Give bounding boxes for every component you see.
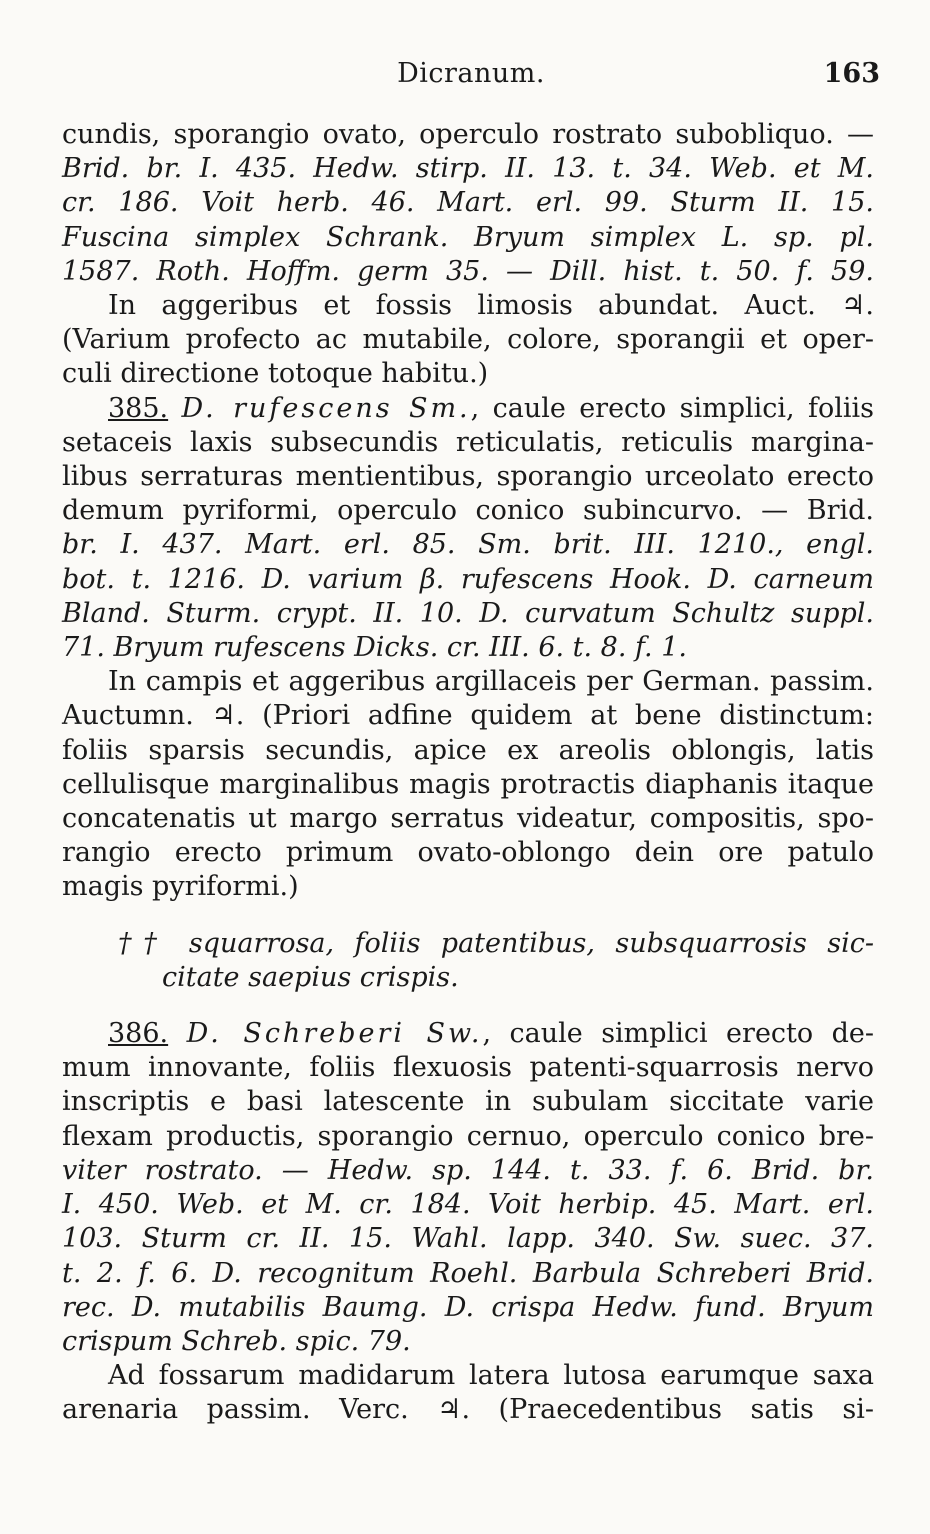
- text-line: mum innovante, foliis flexuosis patenti-squarrosis nervo: [62, 1052, 874, 1084]
- entry-number: 386.: [108, 1018, 169, 1050]
- diagnosis-start: caule erecto simplici, foliis: [492, 392, 875, 424]
- page-header: [62, 58, 880, 98]
- citation-line: I. 450. Web. et M. cr. 184. Voit herbip. 45. Mart. erl.: [62, 1189, 874, 1221]
- citation-line: bot. t. 1216. D. varium β. rufescens Hook. D. carneum: [62, 563, 874, 595]
- text-line: culi directione totoque habitu.): [62, 358, 489, 390]
- text-line: concatenatis ut margo serratus videatur, compositis, spo-: [62, 803, 874, 835]
- text-line: arenaria passim. Verc. ♃. (Praecedentibus satis si-: [62, 1394, 874, 1426]
- citation-line: Fuscina simplex Schrank. Bryum simplex L. sp. pl.: [62, 221, 874, 253]
- citation-line: 103. Sturm cr. II. 15. Wahl. lapp. 340. Sw. suec. 37.: [62, 1223, 874, 1255]
- habitat-line: In aggeribus et fossis limosis abundat. Auct. ♃.: [108, 290, 874, 322]
- text-line: cundis, sporangio ovato, operculo rostrato subobliquo. —: [62, 119, 874, 150]
- citation-line: cr. 186. Voit herb. 46. Mart. erl. 99. Sturm II. 15.: [62, 187, 874, 219]
- section-heading: †† squarrosa, foliis patentibus, subsquarrosis sic-: [118, 927, 874, 959]
- text-line: rangio erecto primum ovato-oblongo dein ore patulo: [62, 837, 874, 869]
- text-line: (Varium profecto ac mutabile, colore, sporangii et oper-: [62, 324, 874, 356]
- text-line: foliis sparsis secundis, apice ex areolis oblongis, latis: [62, 734, 874, 766]
- citation-line: t. 2. f. 6. D. recognitum Roehl. Barbula Schreberi Brid.: [62, 1257, 874, 1289]
- species-name: D. rufescens Sm.: [181, 392, 471, 424]
- habitat-line: In campis et aggeribus argillaceis per German. passim.: [108, 666, 874, 698]
- running-title: Dicranum.: [397, 58, 545, 89]
- page-number: 163: [823, 58, 880, 89]
- entry-number: 385.: [108, 392, 169, 424]
- text-line: libus serraturas mentientibus, sporangio urceolato erecto: [62, 461, 874, 493]
- entry-386-heading: 386. D. Schreberi Sw., caule simplici erecto de-: [108, 1018, 874, 1050]
- citation-line: Bland. Sturm. crypt. II. 10. D. curvatum Schultz suppl.: [62, 597, 874, 629]
- text-line: Auctumn. ♃. (Priori adfine quidem at bene distinctum:: [62, 700, 874, 732]
- citation-line: 1587. Roth. Hoffm. germ 35. — Dill. hist. t. 50. f. 59.: [62, 255, 874, 287]
- text-line: flexam productis, sporangio cernuo, operculo conico bre-: [62, 1120, 874, 1152]
- text-line: magis pyriformi.): [62, 871, 299, 903]
- citation-line: 71. Bryum rufescens Dicks. cr. III. 6. t. 8. f. 1.: [62, 632, 687, 664]
- citation-line: crispum Schreb. spic. 79.: [62, 1325, 411, 1357]
- page-body: [62, 118, 874, 1428]
- habitat-line: Ad fossarum madidarum latera lutosa earumque saxa: [108, 1360, 874, 1392]
- citation-line: Brid. br. I. 435. Hedw. stirp. II. 13. t. 34. Web. et M.: [62, 153, 874, 185]
- species-name: D. Schreberi Sw.: [186, 1018, 483, 1050]
- text-line: demum pyriformi, operculo conico subincurvo. — Brid.: [62, 495, 874, 527]
- spacer: [62, 995, 874, 1017]
- text-line: cellulisque marginalibus magis protractis diaphanis itaque: [62, 768, 874, 800]
- spacer: [62, 905, 874, 927]
- diagnosis-start: caule simplici erecto de-: [509, 1018, 874, 1050]
- entry-385-heading: 385. D. rufescens Sm., caule erecto simplici, foliis: [108, 392, 875, 424]
- citation-line: rec. D. mutabilis Baumg. D. crispa Hedw. fund. Bryum: [62, 1291, 874, 1323]
- citation-line: br. I. 437. Mart. erl. 85. Sm. brit. III. 1210., engl.: [62, 529, 874, 561]
- citation-line: viter rostrato. — Hedw. sp. 144. t. 33. f. 6. Brid. br.: [62, 1154, 874, 1186]
- section-heading-cont: citate saepius crispis.: [162, 961, 459, 993]
- text-line: inscriptis e basi latescente in subulam siccitate varie: [62, 1086, 874, 1118]
- text-line: setaceis laxis subsecundis reticulatis, reticulis margina-: [62, 426, 874, 458]
